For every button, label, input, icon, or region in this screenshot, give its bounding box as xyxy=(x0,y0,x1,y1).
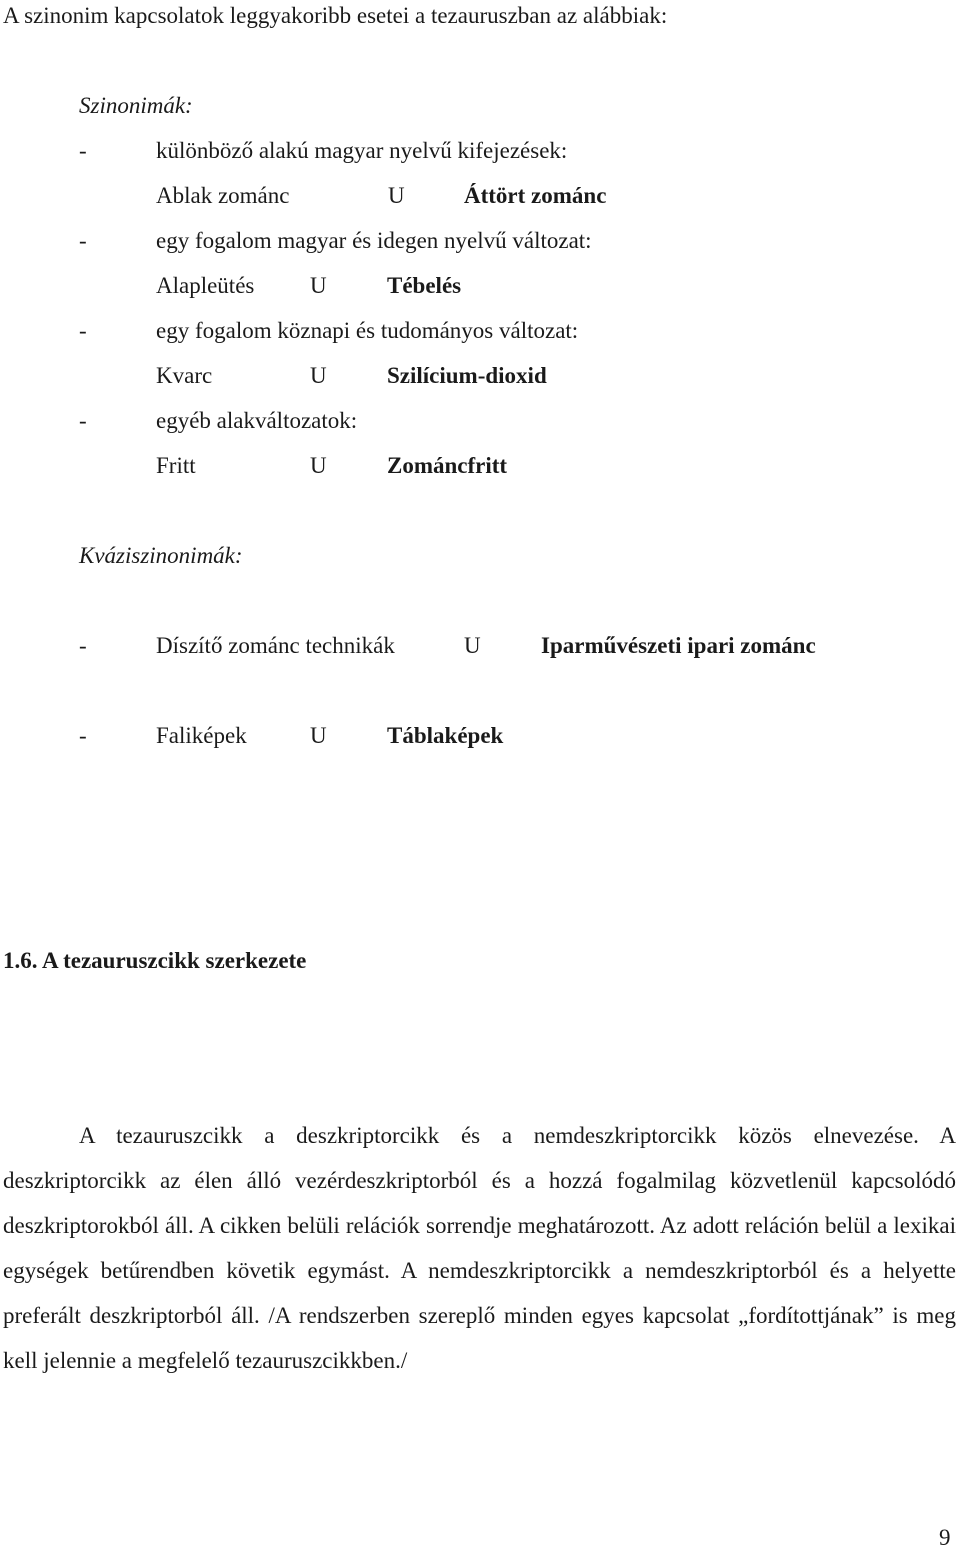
entry-term: Díszítő zománc technikák xyxy=(156,633,395,658)
group-label-text: egy fogalom köznapi és tudományos változat: xyxy=(156,318,579,343)
group-label-text: egyéb alakváltozatok: xyxy=(156,408,358,433)
entry-term: Ablak zománc xyxy=(156,183,290,208)
paragraph-text: A tezauruszcikk a deszkriptorcikk és a nemdeszkriptorcikk közös elnevezése. A deszkriptorcikk az élen álló vezérdeszkriptorból és a hozzá fogalmilag közvetlenül kapcsolódó deszkriptorokból áll. A cikken belüli relációk sorrendje meghatározott. Az adott reláción belül a lexikai egységek betűrendben követik egymást. A nemdeszkriptorcikk a nemdeszkriptorból és a helyette preferált deszkriptorból áll. /A rendszerben szereplő minden egyes kapcsolat „fordítottjának” is meg kell jelennie a megfelelő tezauruszcikkben./ xyxy=(3,1123,956,1373)
dash-marker: - xyxy=(79,138,87,163)
entry-preferred: Zománcfritt xyxy=(387,453,508,478)
dash-marker: - xyxy=(79,633,87,658)
entry-preferred: Táblaképek xyxy=(387,723,504,748)
entry-relation: U xyxy=(388,183,405,208)
synonyms-heading: Szinonimák: xyxy=(79,93,193,118)
section-title: 1.6. A tezauruszcikk szerkezete xyxy=(3,948,307,973)
group-label-text: különböző alakú magyar nyelvű kifejezések: xyxy=(156,138,568,163)
entry-preferred: Szilícium-dioxid xyxy=(387,363,547,388)
entry-preferred: Tébelés xyxy=(387,273,462,298)
entry-preferred: Áttört zománc xyxy=(464,183,607,208)
group-label-text: egy fogalom magyar és idegen nyelvű változat: xyxy=(156,228,592,253)
entry-preferred: Iparművészeti ipari zománc xyxy=(541,633,816,658)
dash-marker: - xyxy=(79,318,87,343)
entry-relation: U xyxy=(310,723,327,748)
section-paragraph xyxy=(3,1113,956,1383)
intro-text: A szinonim kapcsolatok leggyakoribb esetei a tezauruszban az alábbiak: xyxy=(3,3,668,28)
entry-term: Kvarc xyxy=(156,363,213,388)
entry-relation: U xyxy=(464,633,481,658)
dash-marker: - xyxy=(79,408,87,433)
entry-term: Fritt xyxy=(156,453,196,478)
dash-marker: - xyxy=(79,723,87,748)
page-number: 9 xyxy=(939,1525,951,1550)
quasi-synonyms-heading: Kváziszinonimák: xyxy=(79,543,243,568)
entry-term: Faliképek xyxy=(156,723,247,748)
entry-relation: U xyxy=(310,453,327,478)
entry-relation: U xyxy=(310,273,327,298)
entry-term: Alapleütés xyxy=(156,273,255,298)
dash-marker: - xyxy=(79,228,87,253)
entry-relation: U xyxy=(310,363,327,388)
